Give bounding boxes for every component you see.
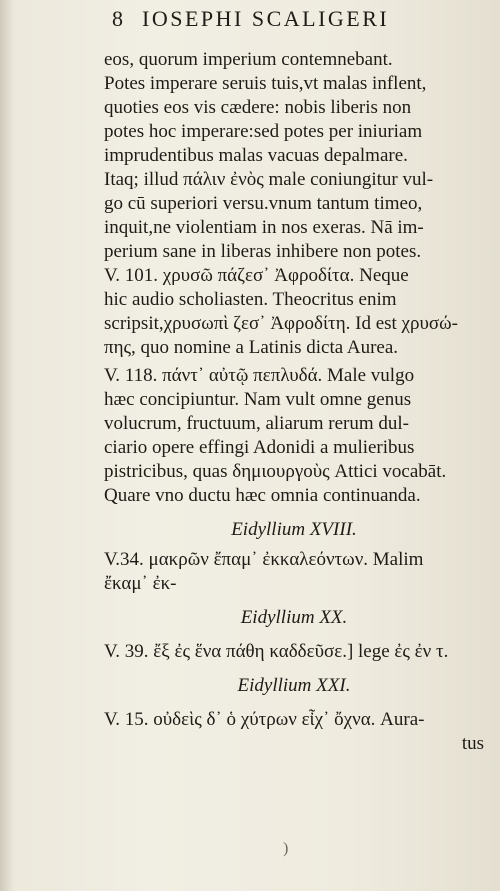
text-line: hic audio scholiasten. Theocritus enim (104, 289, 397, 310)
text-line: V. 101. χρυσῶ πάζεσ᾽ Ἀφροδίτα. Neque (104, 265, 409, 286)
ink-mark: ) (283, 840, 289, 857)
text-line: V.34. μακρῶν ἔπαμ᾽ ἐκκαλεόντων. Malim (104, 549, 424, 570)
text-line: ciario opere effingi Adonidi a mulieribus (104, 437, 415, 458)
page-number: 8 (112, 6, 125, 31)
text-line: V. 118. πάντ᾽ αὐτῷ πεπλυδά. Male vulgo (104, 365, 415, 386)
text-line: inquit,ne violentiam in nos exeras. Nā im- (104, 217, 424, 238)
text-line: hæc concipiuntur. Nam vult omne genus (104, 389, 412, 410)
text-line: perium sane in liberas inhibere non potes. (104, 241, 422, 262)
text-line: V. 15. οὐδεὶς δ᾽ ὁ χύτρων εἶχ᾽ ὄχνα. Aura- (104, 709, 425, 730)
text-line: volucrum, fructuum, aliarum rerum dul- (104, 413, 409, 434)
text-line: Itaq; illud πάλιν ἐνὸς male coniungitur vul- (104, 169, 434, 190)
text-line: imprudentibus malas vacuas depalmare. (104, 145, 408, 166)
text-line: go cū superiori versu.vnum tantum timeo, (104, 193, 423, 214)
text-line: potes hoc imperare:sed potes per iniuriam (104, 121, 423, 142)
catchword: tus (461, 733, 484, 754)
text-line: scripsit,χρυσωπὶ ζεσ᾽ Ἀφροδίτη. Id est χρυσώ- (104, 313, 458, 334)
text-line: pistricibus, quas δημιουργοὺς Attici vocabāt. (104, 461, 447, 482)
text-line: V. 39. ἔξ ἐς ἕνα πάθη καδδεῦσε.] lege ἐς ἐν τ. (104, 641, 449, 662)
text-line: Quare vno ductu hæc omnia continuanda. (104, 485, 421, 506)
text-line: Potes imperare seruis tuis,vt malas inflent, (104, 73, 427, 94)
gutter-shadow (0, 0, 14, 891)
section-title: Eidyllium XVIII. (231, 519, 357, 540)
text-line: πης, quo nomine a Latinis dicta Aurea. (104, 337, 399, 358)
text-line: ἔκαμ᾽ ἐκ- (104, 573, 177, 594)
section-title: Eidyllium XXI. (237, 675, 351, 696)
section-title: Eidyllium XX. (240, 607, 348, 628)
page-header (112, 6, 492, 34)
text-line: quoties eos vis cædere: nobis liberis non (104, 97, 412, 118)
running-head: IOSEPHI SCALIGERI (142, 6, 390, 31)
text-line: eos, quorum imperium contemnebant. (104, 49, 393, 70)
